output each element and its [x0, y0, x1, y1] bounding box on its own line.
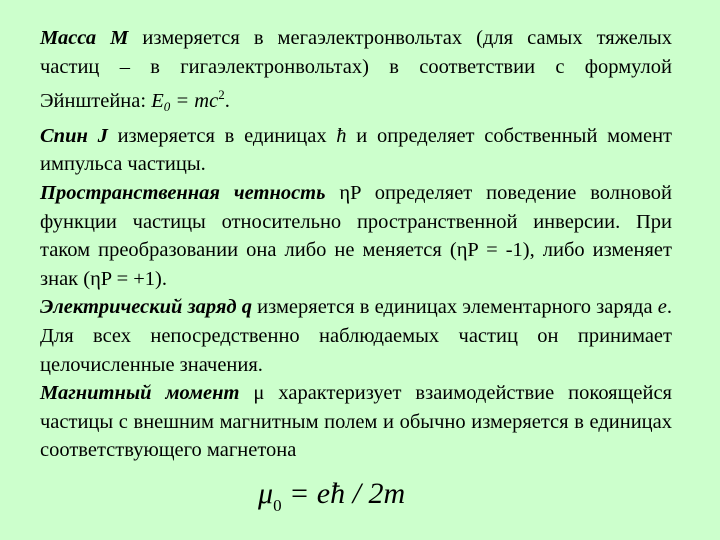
paragraph-charge	[40, 293, 672, 379]
magnetic-text: характеризует взаимодействие покоящейся частицы с внешним магнитным полем и обычно измеряется в единицах соответствующего магнетона	[40, 382, 672, 462]
term-charge: Электрический заряд q	[40, 296, 252, 319]
text-body	[40, 24, 672, 465]
mass-end: .	[224, 90, 230, 113]
paragraph-parity	[40, 179, 672, 293]
term-spin: Спин J	[40, 124, 108, 147]
mass-text: измеряется в мегаэлектронвольтах (для самых тяжелых частиц – в гигаэлектронвольтах) в соответствии с формулой Эйнштейна:	[40, 27, 672, 113]
parity-text: определяет поведение волновой функции частицы относительно пространственной инверсии. При таком преобразовании она либо не меняется (ηP = -1), либо изменяет знак (ηP = +1).	[40, 181, 672, 290]
hbar-symbol: ħ	[336, 124, 347, 147]
paragraph-spin	[40, 122, 672, 179]
formula-rest: = eħ / 2m	[281, 477, 406, 510]
parity-symbol: ηP	[325, 181, 361, 204]
magneton-formula	[258, 474, 405, 526]
charge-text-a: измеряется в единицах элементарного заряда	[252, 296, 658, 319]
paragraph-magnetic	[40, 379, 672, 465]
formula-sub: 0	[273, 496, 282, 515]
term-parity: Пространственная четность	[40, 181, 326, 204]
term-magnetic: Магнитный момент	[40, 382, 240, 405]
mass-formula-sup: 2	[218, 87, 225, 103]
mass-formula-sub: 0	[163, 99, 171, 115]
magnetic-symbol: μ	[239, 382, 265, 405]
mass-formula-e: E	[151, 90, 164, 113]
formula-mu: μ	[258, 477, 274, 510]
mass-formula-eq: = mc	[170, 90, 219, 113]
charge-e: e	[657, 296, 667, 319]
spin-text-a: измеряется в единицах	[107, 124, 337, 147]
spin-text-b: и определяет собственный момент импульса частицы.	[40, 124, 672, 176]
term-mass: Масса M	[40, 27, 129, 49]
paragraph-mass	[40, 24, 672, 122]
charge-text-b: . Для всех непосредственно наблюдаемых частиц он принимает целочисленные значения.	[40, 296, 672, 376]
